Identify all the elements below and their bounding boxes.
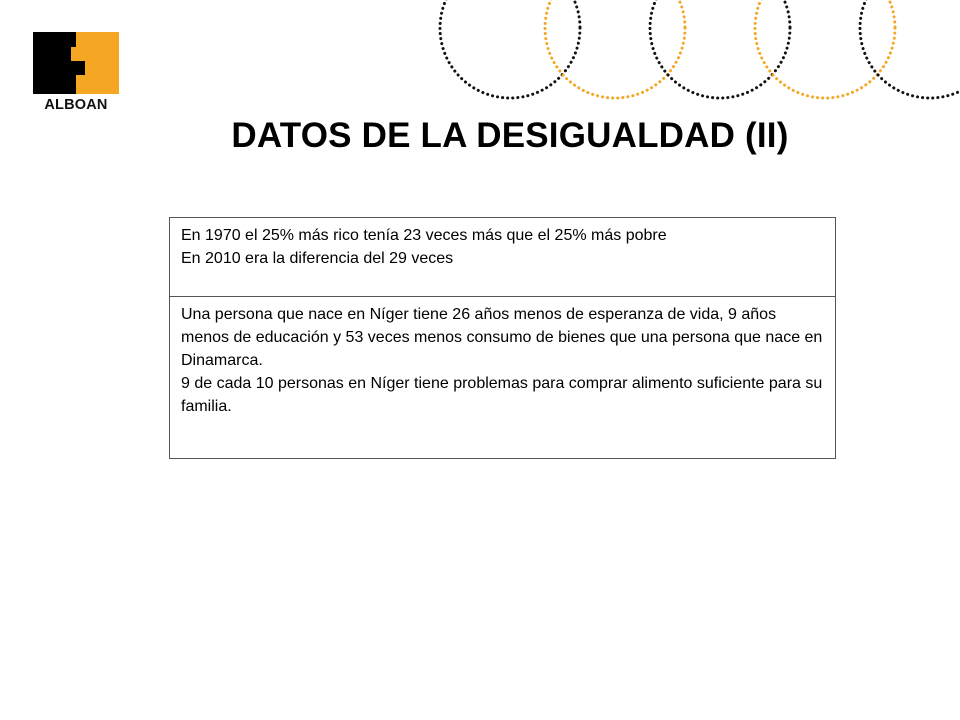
- slide-title: DATOS DE LA DESIGUALDAD (II): [231, 116, 789, 155]
- ring-5: [860, 0, 960, 98]
- ring-3: [650, 0, 790, 98]
- table-cell: [170, 218, 836, 297]
- cell-paragraph: Una persona que nace en Níger tiene 26 años menos de esperanza de vida, 9 años menos de educación y 53 veces menos consumo de bienes que una persona que nace en Dinamarca.: [181, 306, 823, 369]
- inequality-table: [169, 217, 836, 459]
- ring-2: [545, 0, 685, 98]
- ring-1: [440, 0, 580, 98]
- table-row: [170, 297, 836, 459]
- logo-mark-icon: [33, 32, 119, 94]
- logo-wordmark: ALBOAN: [44, 97, 108, 113]
- cell-paragraph: En 1970 el 25% más rico tenía 23 veces más que el 25% más pobre: [181, 227, 667, 244]
- table-row: [170, 218, 836, 297]
- cell-paragraph: 9 de cada 10 personas en Níger tiene problemas para comprar alimento suficiente para su familia.: [181, 375, 823, 415]
- table-cell: [170, 297, 836, 459]
- ring-4: [755, 0, 895, 98]
- cell-paragraph: En 2010 era la diferencia del 29 veces: [181, 250, 454, 267]
